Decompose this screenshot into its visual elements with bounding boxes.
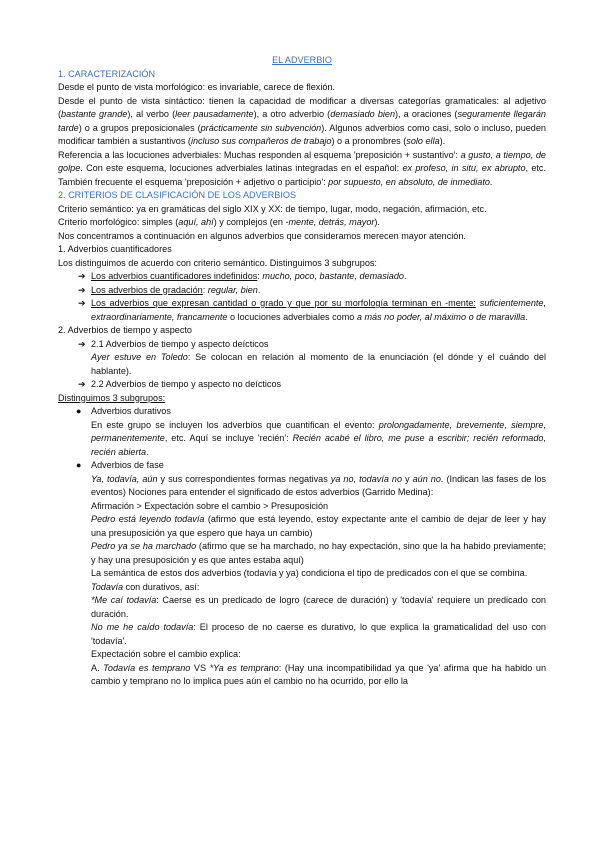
subheading-tiempo-aspecto: 2. Adverbios de tiempo y aspecto [58,325,192,335]
paragraph: Ya, todavía, aún y sus correspondientes formas negativas ya no, todavía no y aún no. (Indican las fases de los eventos) Nociones para entender el significado de estos adverbios (Garrido Medina): [91,473,546,497]
paragraph: Pedro está leyendo todavía (afirmo que está leyendo, estoy expectante ante el cambio de dejar de leer y hay una presuposición ya que espero que haya un cambio) [91,514,546,538]
list-item: ➔ 2.2 Adverbios de tiempo y aspecto no deícticos [58,378,546,392]
subheading-cuantificadores: 1. Adverbios cuantificadores [58,244,172,254]
list-item: ● Adverbios de fase [58,459,546,473]
section-heading-caracterizacion: 1. CARACTERIZACIÓN [58,68,156,79]
paragraph: Afirmación > Expectación sobre el cambio > Presuposición [91,500,329,511]
paragraph: *Me caí todavía: Caerse es un predicado de logro (carece de duración) y 'todavía' requiere un predicado con duración. [91,595,546,619]
list-item: ➔ Los adverbios que expresan cantidad o grado y que por su morfología terminan en -mente: suficientemente, extraordinariamente, francamente o locuciones adverbiales como a más no poder, al máximo o de maravilla. [78,298,546,322]
list-item: ➔ Los adverbios de gradación: regular, bien. [58,284,546,298]
paragraph: A. Todavía es temprano VS *Ya es temprano: (Hay una incompatibilidad ya que 'ya' afirma que ha habido un cambio y temprano no lo implica pues aún el cambio no ha ocurrido, por ello la [91,662,547,686]
list-item: ➔ Los adverbios cuantificadores indefinidos: mucho, poco, bastante, demasiado. [58,270,546,284]
arrow-icon: ➔ [78,338,86,349]
bullet-icon: ● [76,460,82,470]
paragraph: Criterio morfológico: simples (aquí, ahí) y complejos (en -mente, detrás, mayor). [58,217,380,227]
paragraph: Todavía con durativos, así: [91,581,200,592]
subheading-subgrupos: Distinguimos 3 subgrupos: [58,392,166,403]
paragraph: Ayer estuve en Toledo: Se colocan en relación al momento de la enunciación (el dónde y el cuándo del hablante). [91,352,547,376]
arrow-icon: ➔ [78,379,86,389]
arrow-icon: ➔ [78,271,86,281]
bullet-icon: ● [76,406,82,416]
arrow-icon: ➔ [78,298,86,308]
paragraph: Expectación sobre el cambio explica: [91,649,241,659]
document-page [58,54,546,689]
paragraph: Los distinguimos de acuerdo con criterio semántico. Distinguimos 3 subgrupos: [58,257,377,268]
arrow-icon: ➔ [78,284,86,295]
paragraph: Desde el punto de vista morfológico: es invariable, carece de flexión. [58,82,336,92]
document-title: EL ADVERBIO [272,55,332,65]
paragraph: No me he caído todavía: El proceso de no caerse es durativo, lo que explica la gramaticalidad del uso con 'todavía'. [91,622,546,646]
paragraph: En este grupo se incluyen los adverbios que cuantifican el evento: prolongadamente, brevemente, siempre, permanentemente, etc. Aquí se incluye 'recién': Recién acabé el libro, me puse a escribir; recién reformado, recién abierta. [91,419,547,457]
paragraph: Referencia a las locuciones adverbiales: Muchas responden al esquema 'preposición + sustantivo': a gusto, a tiempo, de golpe. Con este esquema, locuciones adverbiales latinas integradas en el español: ex profeso, in situ, ex abrupto, etc. También frecuente el esquema 'preposición + adjetivo o participio': por supuesto, en absoluto, de inmediato. [58,149,546,187]
paragraph: La semántica de estos dos adverbios (todavía y ya) condiciona el tipo de predicados con el que se combina. [91,568,528,578]
paragraph: Criterio semántico: ya en gramáticas del siglo XIX y XX: de tiempo, lugar, modo, negación, afirmación, etc. [58,203,487,214]
list-item: ➔ 2.1 Adverbios de tiempo y aspecto deícticos [58,338,546,352]
list-item: ● Adverbios durativos [58,405,546,419]
paragraph: Pedro ya se ha marchado (afirmo que se ha marchado, no hay expectación, sino que la ha habido previamente; y hay una presuposición y es que antes estaba aquí) [91,541,546,565]
section-heading-criterios: 2. CRITERIOS DE CLASIFICACIÓN DE LOS ADVERBIOS [58,190,297,200]
paragraph: Nos concentramos a continuación en algunos adverbios que consideramos merecen mayor atención. [58,230,466,241]
paragraph: Desde el punto de vista sintáctico: tienen la capacidad de modificar a diversas categorías gramaticales: al adjetivo (bastante grande), al verbo (leer pausadamente), a otro adverbio (demasiado bien), a oraciones (seguramente llegarán tarde) o a grupos preposicionales (prácticamente sin subvención). Algunos adverbios como casi, solo o incluso, pueden modificar también a sustantivos (incluso sus compañeros de trabajo) o a pronombres (solo ella). [58,95,546,146]
